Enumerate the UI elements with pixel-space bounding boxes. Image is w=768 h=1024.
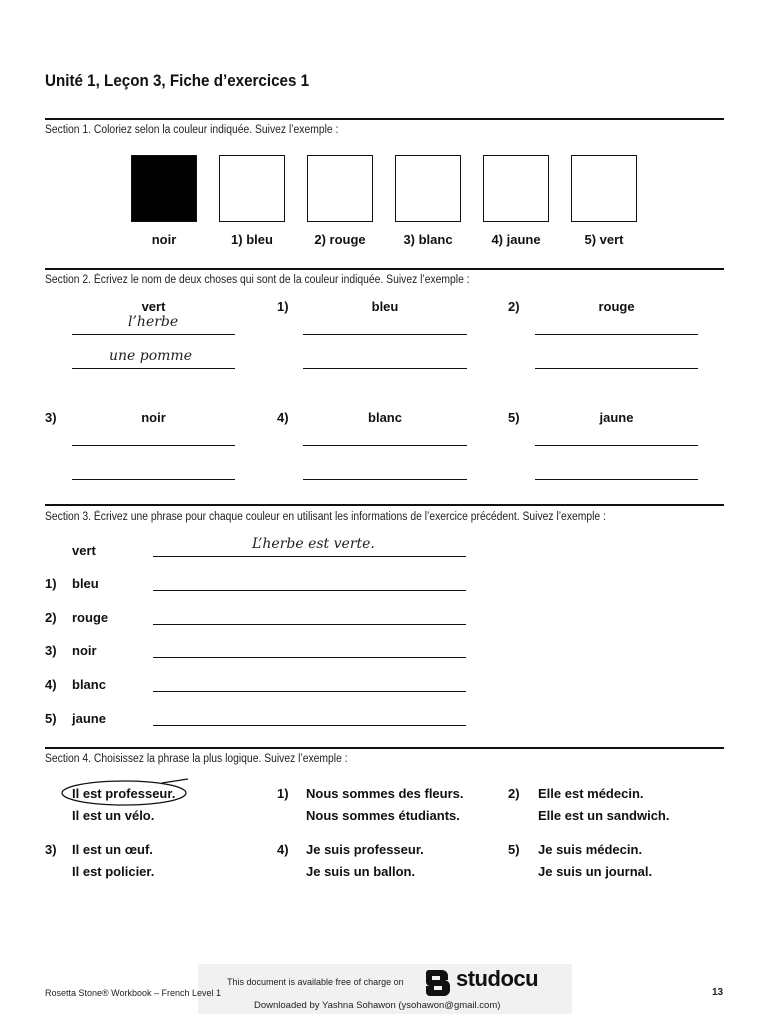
- s4-example-a[interactable]: Il est professeur.: [72, 786, 176, 801]
- s2-color-4: blanc: [368, 410, 402, 425]
- s2-color-example: vert: [141, 299, 166, 314]
- answer-line[interactable]: [153, 590, 466, 591]
- s3-num-5: 5): [45, 711, 57, 726]
- color-label-3: 3) blanc: [403, 232, 453, 247]
- answer-line[interactable]: [535, 334, 698, 335]
- s4-num-3: 3): [45, 842, 57, 857]
- s3-example-answer: L’herbe est verte.: [252, 536, 375, 552]
- color-box-example: [131, 155, 197, 222]
- color-label-5: 5) vert: [584, 232, 624, 247]
- s2-example-answer2: une pomme: [109, 348, 192, 364]
- color-box-3[interactable]: [395, 155, 461, 222]
- s4-example-b[interactable]: Il est un vélo.: [72, 808, 155, 823]
- section-divider: [45, 118, 724, 120]
- answer-line[interactable]: [153, 691, 466, 692]
- s3-num-4: 4): [45, 677, 57, 692]
- section3-instruction: Section 3. Écrivez une phrase pour chaque couleur en utilisant les informations de l’exercice précédent. Suivez l’exemple :: [45, 511, 606, 523]
- section-divider: [45, 504, 724, 506]
- color-box-1[interactable]: [219, 155, 285, 222]
- s4-item4-b[interactable]: Je suis un ballon.: [306, 864, 416, 879]
- s2-color-3: noir: [141, 410, 166, 425]
- section-divider: [45, 268, 724, 270]
- answer-line[interactable]: [153, 725, 466, 726]
- answer-line[interactable]: [153, 657, 466, 658]
- studocu-logo-icon: [424, 966, 452, 996]
- s3-color-1: bleu: [72, 576, 99, 591]
- s2-color-5: jaune: [599, 410, 634, 425]
- s4-item4-a[interactable]: Je suis professeur.: [306, 842, 424, 857]
- answer-line: [72, 368, 235, 369]
- color-label-2: 2) rouge: [314, 232, 366, 247]
- section-divider: [45, 747, 724, 749]
- answer-line: [153, 556, 466, 557]
- answer-line[interactable]: [303, 479, 467, 480]
- color-box-5[interactable]: [571, 155, 637, 222]
- section1-instruction: Section 1. Coloriez selon la couleur indiquée. Suivez l’exemple :: [45, 124, 339, 136]
- answer-line: [72, 334, 235, 335]
- s4-item1-a[interactable]: Nous sommes des fleurs.: [306, 786, 464, 801]
- s3-num-1: 1): [45, 576, 57, 591]
- s4-item1-b[interactable]: Nous sommes étudiants.: [306, 808, 460, 823]
- answer-line[interactable]: [535, 445, 698, 446]
- s3-color-3: noir: [72, 643, 97, 658]
- answer-line[interactable]: [535, 479, 698, 480]
- color-box-2[interactable]: [307, 155, 373, 222]
- page-title: Unité 1, Leçon 3, Fiche d’exercices 1: [45, 72, 310, 90]
- s2-color-1: bleu: [371, 299, 399, 314]
- color-label-4: 4) jaune: [491, 232, 541, 247]
- s2-num-1: 1): [277, 299, 289, 314]
- s4-item3-a[interactable]: Il est un œuf.: [72, 842, 153, 857]
- s3-color-5: jaune: [72, 711, 106, 726]
- s3-num-3: 3): [45, 643, 57, 658]
- s3-color-example: vert: [72, 543, 96, 558]
- workbook-credit: Rosetta Stone® Workbook – French Level 1: [45, 988, 222, 998]
- s4-item5-b[interactable]: Je suis un journal.: [538, 864, 653, 879]
- page-number: 13: [712, 987, 724, 998]
- answer-line[interactable]: [303, 368, 467, 369]
- banner-download-text: Downloaded by Yashna Sohawon (ysohawon@gmail.com): [254, 1000, 501, 1011]
- s2-num-2: 2): [508, 299, 520, 314]
- s3-color-4: blanc: [72, 677, 106, 692]
- s4-item5-a[interactable]: Je suis médecin.: [538, 842, 643, 857]
- answer-line[interactable]: [72, 445, 235, 446]
- color-label-1: 1) bleu: [231, 232, 273, 247]
- s4-num-1: 1): [277, 786, 289, 801]
- s3-num-2: 2): [45, 610, 57, 625]
- s2-num-5: 5): [508, 410, 520, 425]
- s2-num-3: 3): [45, 410, 57, 425]
- answer-line[interactable]: [535, 368, 698, 369]
- s2-num-4: 4): [277, 410, 289, 425]
- s4-item2-a[interactable]: Elle est médecin.: [538, 786, 644, 801]
- s4-item2-b[interactable]: Elle est un sandwich.: [538, 808, 670, 823]
- color-box-4[interactable]: [483, 155, 549, 222]
- s3-color-2: rouge: [72, 610, 109, 625]
- s2-color-2: rouge: [598, 299, 635, 314]
- s4-num-5: 5): [508, 842, 520, 857]
- section4-instruction: Section 4. Choisissez la phrase la plus logique. Suivez l’exemple :: [45, 753, 348, 765]
- s2-example-answer1: l’herbe: [128, 314, 179, 330]
- answer-line[interactable]: [303, 445, 467, 446]
- section2-instruction: Section 2. Écrivez le nom de deux choses qui sont de la couleur indiquée. Suivez l’exemple :: [45, 274, 470, 286]
- s4-num-2: 2): [508, 786, 520, 801]
- banner-free-text: This document is available free of charge on: [227, 977, 404, 987]
- studocu-wordmark[interactable]: studocu: [456, 966, 539, 991]
- s4-num-4: 4): [277, 842, 289, 857]
- answer-line[interactable]: [303, 334, 467, 335]
- answer-line[interactable]: [72, 479, 235, 480]
- answer-line[interactable]: [153, 624, 466, 625]
- color-label-example: noir: [151, 232, 177, 247]
- s4-item3-b[interactable]: Il est policier.: [72, 864, 155, 879]
